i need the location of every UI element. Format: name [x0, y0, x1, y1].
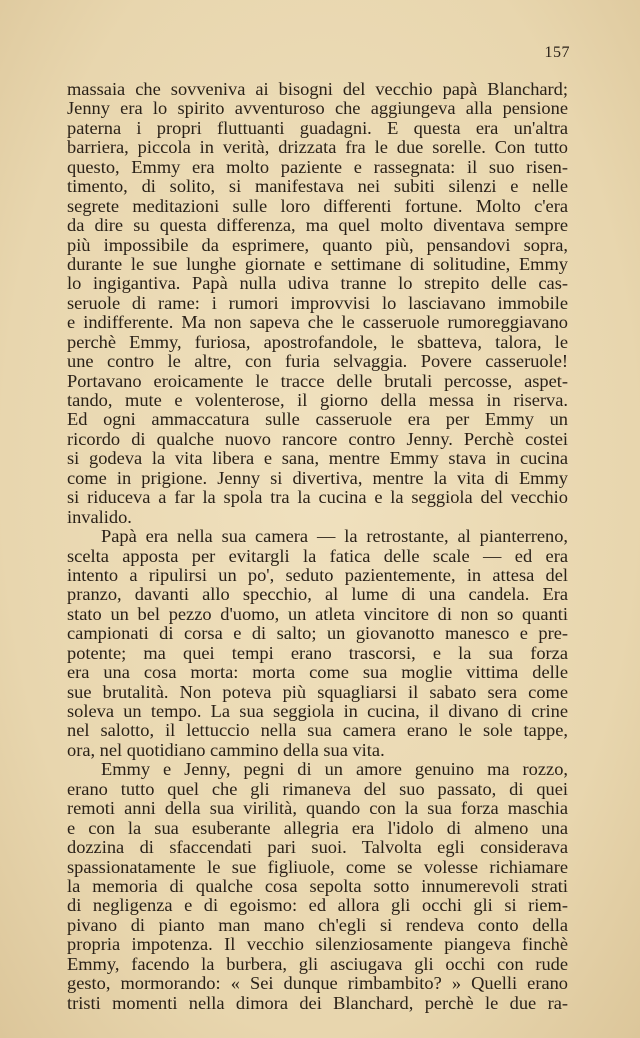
text-line: timento, di solito, si manifestava nei subiti silenzi e nelle [67, 176, 568, 197]
text-line: di negligenza e di egoismo: ed allora gli occhi gli si riem- [67, 895, 568, 916]
text-line: potente; ma quei tempi erano trascorsi, e la sua forza [67, 642, 568, 663]
text-line: invalido. [67, 506, 132, 527]
text-line: soleva un tempo. La sua seggiola in cucina, il divano di crine [67, 701, 568, 721]
text-line: era una cosa morta: morta come sua moglie vittima delle [67, 662, 568, 683]
text-line: scelta apposta per evitargli la fatica delle scale — ed era [67, 545, 568, 566]
page-number: 157 [544, 44, 570, 61]
text-line: durante le sue lunghe giornate e settimane di solitudine, Emmy [67, 253, 568, 274]
text-line: campionati di corsa e di salto; un giovanotto manesco e pre- [67, 623, 568, 644]
text-line: Emmy, facendo la burbera, gli asciugava gli occhi con rude [67, 953, 568, 974]
text-line: nel salotto, il lettuccio nella sua camera erano le sole tappe, [67, 720, 568, 741]
text-line: si godeva la vita libera e sana, mentre Emmy stava in cucina [67, 448, 568, 469]
text-line: remoti anni della sua virilità, quando con la sua forza maschia [67, 798, 568, 819]
text-line: gesto, mormorando: « Sei dunque rimbambito? » Quelli erano [67, 973, 568, 994]
text-line: e con la sua esuberante allegria era l'idolo di almeno una [67, 817, 568, 838]
text-line: sue brutalità. Non poteva più squagliarsi il sabato sera come [67, 681, 568, 702]
text-line: une contro le altre, con furia selvaggia. Povere casseruole! [67, 351, 568, 372]
text-line: propria impotenza. Il vecchio silenziosamente piangeva finchè [67, 934, 568, 955]
text-line: Papà era nella sua camera — la retrostante, al pianterreno, [101, 526, 568, 547]
text-line: Emmy e Jenny, pegni di un amore genuino ma rozzo, [101, 759, 568, 780]
text-line: erano tutto quel che gli rimaneva del suo passato, di quei [67, 778, 568, 799]
text-line: intento a ripulirsi un po', seduto pazientemente, in attesa del [67, 564, 568, 585]
text-line: questo, Emmy era molto paziente e rassegnata: il suo risen- [67, 156, 568, 177]
text-line: e indifferente. Ma non sapeva che le casseruole rumoreggiavano [67, 312, 568, 333]
text-line: tando, mute e volenterose, il giorno della messa in riserva. [67, 390, 568, 410]
text-line: Portavano eroicamente le tracce delle brutali percosse, aspet- [67, 370, 568, 391]
text-line: come in prigione. Jenny si divertiva, mentre la vita di Emmy [67, 467, 568, 488]
text-line: pranzo, davanti allo specchio, al lume di una candela. Era [67, 584, 568, 605]
text-line: stato un bel pezzo d'uomo, un atleta vincitore di non so quanti [67, 603, 568, 624]
text-line: Jenny era lo spirito avventuroso che aggiungeva alla pensione [67, 98, 568, 119]
text-line: paterna i propri fluttuanti guadagni. E questa era un'altra [67, 117, 568, 138]
text-line: massaia che sovveniva ai bisogni del vecchio papà Blanchard; [67, 79, 568, 99]
text-line: tristi momenti nella dimora dei Blanchard, perchè le due ra- [67, 992, 568, 1013]
text-line: da dire su questa differenza, ma quel molto diventava sempre [67, 215, 568, 236]
text-line: perchè Emmy, furiosa, apostrofandole, le sbatteva, talora, le [67, 331, 568, 352]
text-line: lo ingigantiva. Papà nulla udiva tranne lo strepito delle cas- [67, 273, 568, 294]
text-line: dozzina di sfaccendati pari suoi. Talvolta egli considerava [67, 837, 568, 858]
body-text [67, 80, 568, 1013]
text-line: ricordo di qualche nuovo rancore contro Jenny. Perchè costei [67, 428, 568, 449]
text-line: seruole di rame: i rumori improvvisi lo lasciavano immobile [67, 292, 568, 313]
text-line: barriera, piccola in verità, drizzata fra le due sorelle. Con tutto [67, 137, 568, 158]
text-line: ora, nel quotidiano cammino della sua vita. [67, 739, 385, 760]
text-line: segrete meditazioni sulle loro differenti fortune. Molto c'era [67, 195, 568, 216]
text-line: più impossibile da esprimere, quanto più, pensandovi sopra, [67, 234, 568, 255]
text-line: si riduceva a far la spola tra la cucina e la seggiola del vecchio [67, 487, 568, 508]
text-line: pivano di pianto man mano ch'egli si rendeva conto della [67, 914, 568, 935]
text-line: spassionatamente le sue figliuole, come se volesse richiamare [67, 856, 568, 877]
text-line: la memoria di qualche cosa sepolta sotto innumerevoli strati [67, 875, 568, 896]
text-line: Ed ogni ammaccatura sulle casseruole era per Emmy un [67, 409, 568, 430]
